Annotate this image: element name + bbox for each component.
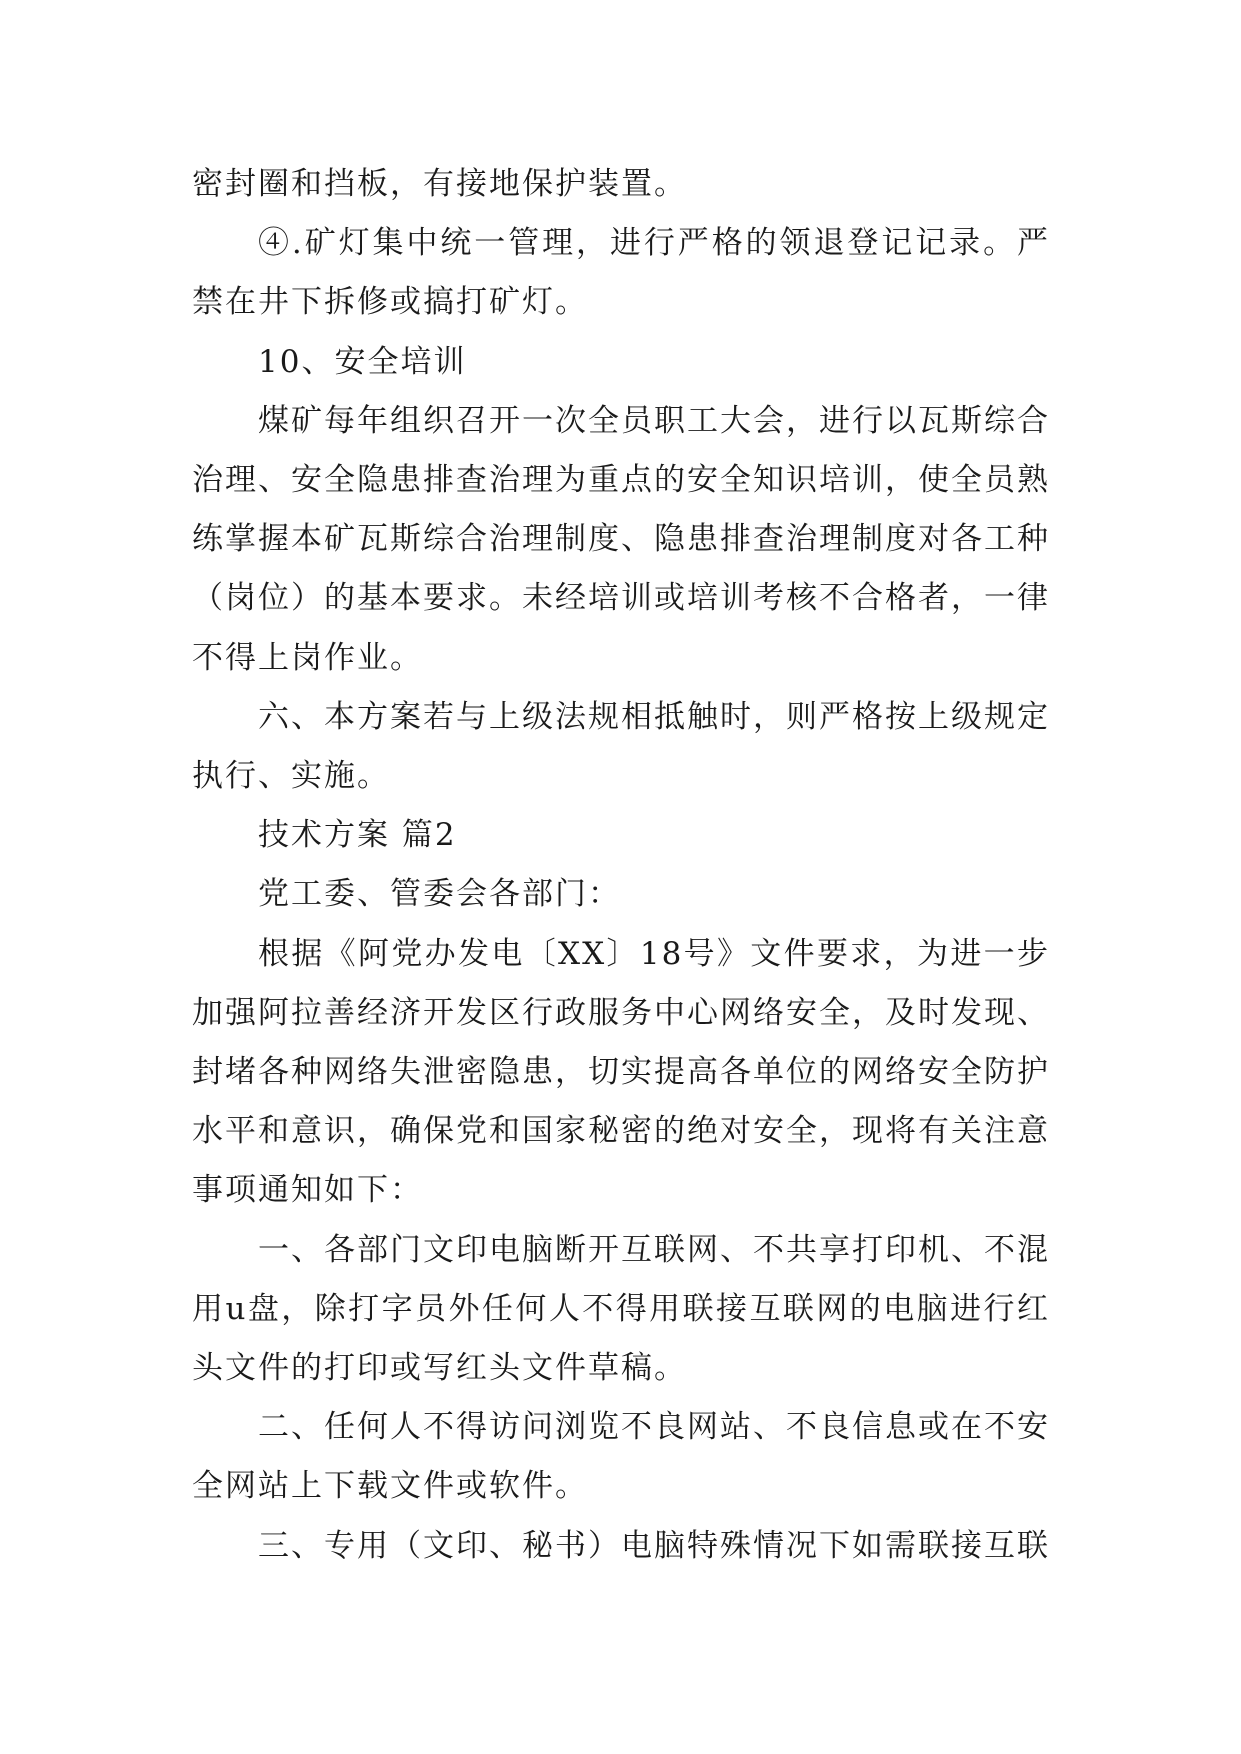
section-heading-safety-training: 10、安全培训	[258, 343, 467, 380]
paragraph-item-one: 一、各部门文印电脑断开互联网、不共享打印机、不混用u盘，除打字员外任何人不得用联接互联网的电脑进行红头文件的打印或写红头文件草稿。	[192, 1231, 1050, 1387]
paragraph-continuation: 密封圈和挡板，有接地保护装置。	[192, 166, 687, 202]
document-body	[192, 155, 1050, 1576]
paragraph-item-three: 三、专用（文印、秘书）电脑特殊情况下如需联接互联	[258, 1527, 1050, 1564]
paragraph-section-six: 六、本方案若与上级法规相抵触时，则严格按上级规定执行、实施。	[192, 698, 1050, 795]
paragraph-item-two: 二、任何人不得访问浏览不良网站、不良信息或在不安全网站上下载文件或软件。	[192, 1409, 1050, 1505]
paragraph-training: 煤矿每年组织召开一次全员职工大会，进行以瓦斯综合治理、安全隐患排查治理为重点的安全知识培训，使全员熟练掌握本矿瓦斯综合治理制度、隐患排查治理制度对各工种（岗位）的基本要求。未经培训或培训考核不合格者，一律不得上岗作业。	[192, 402, 1050, 676]
paragraph-item-4: ④.矿灯集中统一管理，进行严格的领退登记记录。严禁在井下拆修或搞打矿灯。	[192, 225, 1050, 321]
section-heading-plan-2: 技术方案 篇2	[258, 817, 457, 854]
paragraph-salutation: 党工委、管委会各部门：	[258, 876, 621, 913]
paragraph-notice-intro: 根据《阿党办发电〔XX〕18号》文件要求，为进一步加强阿拉善经济开发区行政服务中心网络安全，及时发现、封堵各种网络失泄密隐患，切实提高各单位的网络安全防护水平和意识，确保党和国家秘密的绝对安全，现将有关注意事项通知如下：	[192, 935, 1050, 1209]
